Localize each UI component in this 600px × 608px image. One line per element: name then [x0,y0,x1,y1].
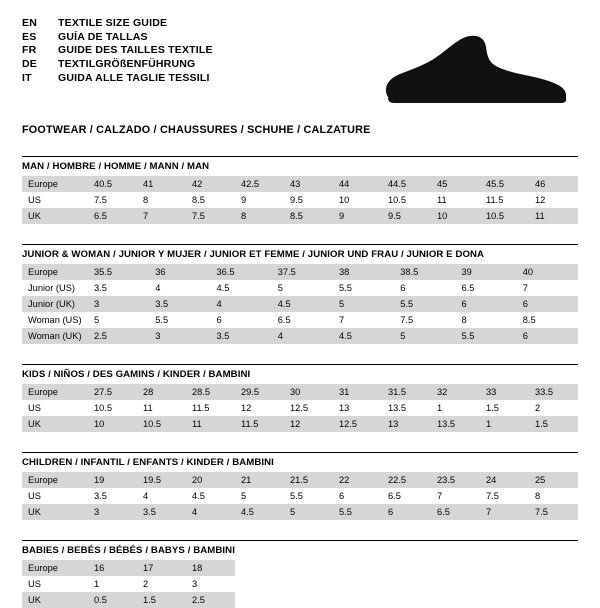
size-table-junior-woman [22,264,578,344]
row-label: Woman (UK) [22,328,88,344]
cell: 12.5 [284,400,333,416]
cell: 12 [284,416,333,432]
language-row [22,73,213,87]
cell: 2 [137,576,186,592]
cell: 27.5 [88,384,137,400]
cell: 5.5 [394,296,455,312]
cell: 36.5 [211,264,272,280]
group-title: MAN / HOMBRE / HOMME / MANN / MAN [22,161,210,172]
cell: 37.5 [272,264,333,280]
size-group-junior-woman [22,244,578,344]
table-row [22,384,578,400]
cell: 46 [529,176,578,192]
table-row [22,560,578,576]
cell: 9.5 [382,208,431,224]
cell: 3 [88,296,149,312]
cell: 4.5 [186,488,235,504]
cell: 3 [88,504,137,520]
language-row [22,45,213,59]
cell: 6.5 [272,312,333,328]
cell: 31.5 [382,384,431,400]
row-label: US [22,488,88,504]
language-code: DE [22,58,37,71]
row-label: US [22,576,88,592]
cell: 45.5 [480,176,529,192]
cell: 4.5 [272,296,333,312]
cell: 4.5 [235,504,284,520]
cell: 3.5 [88,280,149,296]
cell-empty [333,592,382,608]
table-row [22,192,578,208]
cell: 7 [517,280,578,296]
cell: 11 [529,208,578,224]
cell: 1.5 [529,416,578,432]
cell: 9 [333,208,382,224]
cell: 11 [431,192,480,208]
cell-empty [284,576,333,592]
cell: 12 [529,192,578,208]
cell-empty [284,592,333,608]
cell: 11.5 [235,416,284,432]
cell: 13.5 [382,400,431,416]
cell: 2.5 [88,328,149,344]
cell: 8 [235,208,284,224]
cell: 8 [456,312,517,328]
cell: 9.5 [284,192,333,208]
table-row [22,312,578,328]
cell: 8 [529,488,578,504]
language-title: TEXTILGRÖßENFÜHRUNG [58,58,196,71]
cell: 1 [480,416,529,432]
cell: 6 [394,280,455,296]
cell: 32 [431,384,480,400]
table-row [22,472,578,488]
cell: 11 [186,416,235,432]
group-title: JUNIOR & WOMAN / JUNIOR Y MUJER / JUNIOR ET FEMME / JUNIOR UND FRAU / JUNIOR E DONA [22,249,485,260]
cell: 5 [333,296,394,312]
cell-empty [480,576,529,592]
cell: 6.5 [88,208,137,224]
cell: 5 [272,280,333,296]
cell: 2 [529,400,578,416]
row-label: Europe [22,472,88,488]
language-row [22,18,213,32]
cell: 6 [382,504,431,520]
cell: 12 [235,400,284,416]
cell: 9 [235,192,284,208]
row-label: Europe [22,560,88,576]
cell: 44.5 [382,176,431,192]
cell: 42.5 [235,176,284,192]
cell: 7 [333,312,394,328]
language-title: GUIDE DES TAILLES TEXTILE [58,44,213,57]
language-title-list [22,18,213,86]
row-label: US [22,192,88,208]
cell: 28 [137,384,186,400]
row-label: Europe [22,384,88,400]
cell: 8.5 [186,192,235,208]
language-title: GUIDA ALLE TAGLIE TESSILI [58,71,210,84]
row-label: Europe [22,176,88,192]
row-label: US [22,400,88,416]
group-divider [22,156,578,157]
size-group-children [22,452,578,520]
table-row [22,504,578,520]
cell: 28.5 [186,384,235,400]
cell: 6 [517,296,578,312]
cell: 4.5 [333,328,394,344]
cell-empty [333,576,382,592]
row-label: Junior (US) [22,280,88,296]
cell-empty [382,560,431,576]
cell: 5 [284,504,333,520]
cell: 13 [333,400,382,416]
cell: 40.5 [88,176,137,192]
table-row [22,416,578,432]
cell: 1.5 [137,592,186,608]
cell: 1 [88,576,137,592]
table-row [22,280,578,296]
table-row [22,592,578,608]
cell: 7.5 [186,208,235,224]
cell: 4 [186,504,235,520]
cell: 21.5 [284,472,333,488]
cell: 45 [431,176,480,192]
cell: 40 [517,264,578,280]
cell: 1 [431,400,480,416]
cell: 4 [149,280,210,296]
cell: 31 [333,384,382,400]
cell: 12.5 [333,416,382,432]
cell: 10 [431,208,480,224]
cell: 6.5 [456,280,517,296]
cell: 8.5 [517,312,578,328]
table-row [22,576,578,592]
cell-empty [431,560,480,576]
cell: 29.5 [235,384,284,400]
cell-empty [529,576,578,592]
cell: 4.5 [211,280,272,296]
cell: 4 [211,296,272,312]
cell-empty [431,576,480,592]
row-label: UK [22,504,88,520]
cell: 13 [382,416,431,432]
cell: 6 [333,488,382,504]
cell-empty [431,592,480,608]
cell-empty [382,592,431,608]
cell: 10 [333,192,382,208]
cell: 7 [431,488,480,504]
cell: 3 [186,576,235,592]
cell: 10.5 [480,208,529,224]
table-row [22,400,578,416]
cell: 22 [333,472,382,488]
table-row [22,264,578,280]
cell: 11 [137,400,186,416]
cell: 23.5 [431,472,480,488]
size-group-man [22,156,578,224]
cell: 6 [211,312,272,328]
cell: 18 [186,560,235,576]
cell: 20 [186,472,235,488]
cell: 21 [235,472,284,488]
row-label: Europe [22,264,88,280]
group-title: BABIES / BEBÉS / BÉBÉS / BABYS / BAMBINI [22,545,235,556]
size-table-babies [22,560,578,608]
cell: 17 [137,560,186,576]
cell: 44 [333,176,382,192]
cell: 11.5 [186,400,235,416]
cell: 13.5 [431,416,480,432]
cell-empty [382,576,431,592]
cell: 4 [272,328,333,344]
cell-empty [235,592,284,608]
size-group-kids [22,364,578,432]
cell: 22.5 [382,472,431,488]
cell: 41 [137,176,186,192]
document-header [22,18,578,110]
size-table-children [22,472,578,520]
cell: 5 [235,488,284,504]
group-title: CHILDREN / INFANTIL / ENFANTS / KINDER / BAMBINI [22,457,274,468]
size-table-kids [22,384,578,432]
cell: 0.5 [88,592,137,608]
cell: 8 [137,192,186,208]
language-code: FR [22,44,37,57]
cell: 19 [88,472,137,488]
cell: 6 [456,296,517,312]
cell: 10.5 [137,416,186,432]
cell: 7.5 [88,192,137,208]
cell: 1.5 [480,400,529,416]
cell: 7.5 [394,312,455,328]
cell: 3.5 [88,488,137,504]
group-divider [22,540,578,541]
language-code: ES [22,30,37,43]
cell: 39 [456,264,517,280]
group-divider [22,364,578,365]
cell: 7.5 [480,488,529,504]
cell: 3.5 [211,328,272,344]
cell-empty [333,560,382,576]
table-row [22,488,578,504]
size-table-man [22,176,578,224]
cell: 5.5 [333,280,394,296]
cell: 3.5 [149,296,210,312]
cell: 6.5 [431,504,480,520]
language-code: IT [22,71,32,84]
language-row [22,32,213,46]
table-row [22,328,578,344]
cell: 35.5 [88,264,149,280]
footwear-section-title: FOOTWEAR / CALZADO / CHAUSSURES / SCHUHE / CALZATURE [22,124,371,136]
cell: 42 [186,176,235,192]
cell: 6 [517,328,578,344]
row-label: Woman (US) [22,312,88,328]
row-label: UK [22,208,88,224]
cell: 2.5 [186,592,235,608]
row-label: UK [22,416,88,432]
cell: 36 [149,264,210,280]
cell: 10.5 [382,192,431,208]
cell: 3 [149,328,210,344]
cell: 5.5 [333,504,382,520]
cell: 6.5 [382,488,431,504]
dress-shoe-icon [380,32,570,110]
language-row [22,59,213,73]
cell: 5 [88,312,149,328]
group-title: KIDS / NIÑOS / DES GAMINS / KINDER / BAMBINI [22,369,251,380]
cell: 33.5 [529,384,578,400]
cell: 10 [88,416,137,432]
cell-empty [284,560,333,576]
language-title: TEXTILE SIZE GUIDE [58,17,168,29]
table-row [22,296,578,312]
table-row [22,208,578,224]
cell-empty [480,592,529,608]
cell: 11.5 [480,192,529,208]
cell: 7 [137,208,186,224]
cell: 43 [284,176,333,192]
cell: 5.5 [456,328,517,344]
cell: 19.5 [137,472,186,488]
row-label: Junior (UK) [22,296,88,312]
cell-empty [480,560,529,576]
cell: 7 [480,504,529,520]
size-group-babies [22,540,578,608]
table-row [22,176,578,192]
cell-empty [529,560,578,576]
cell: 10.5 [88,400,137,416]
cell: 38.5 [394,264,455,280]
language-code: EN [22,17,37,29]
language-title: GUÍA DE TALLAS [58,30,148,43]
row-label: UK [22,592,88,608]
cell-empty [529,592,578,608]
cell: 30 [284,384,333,400]
cell: 7.5 [529,504,578,520]
group-divider [22,452,578,453]
cell: 16 [88,560,137,576]
cell: 3.5 [137,504,186,520]
cell: 8.5 [284,208,333,224]
cell: 25 [529,472,578,488]
cell: 5.5 [284,488,333,504]
cell: 5.5 [149,312,210,328]
cell: 38 [333,264,394,280]
cell: 4 [137,488,186,504]
cell: 33 [480,384,529,400]
cell-empty [235,576,284,592]
cell: 5 [394,328,455,344]
group-divider [22,244,578,245]
cell: 24 [480,472,529,488]
cell-empty [235,560,284,576]
